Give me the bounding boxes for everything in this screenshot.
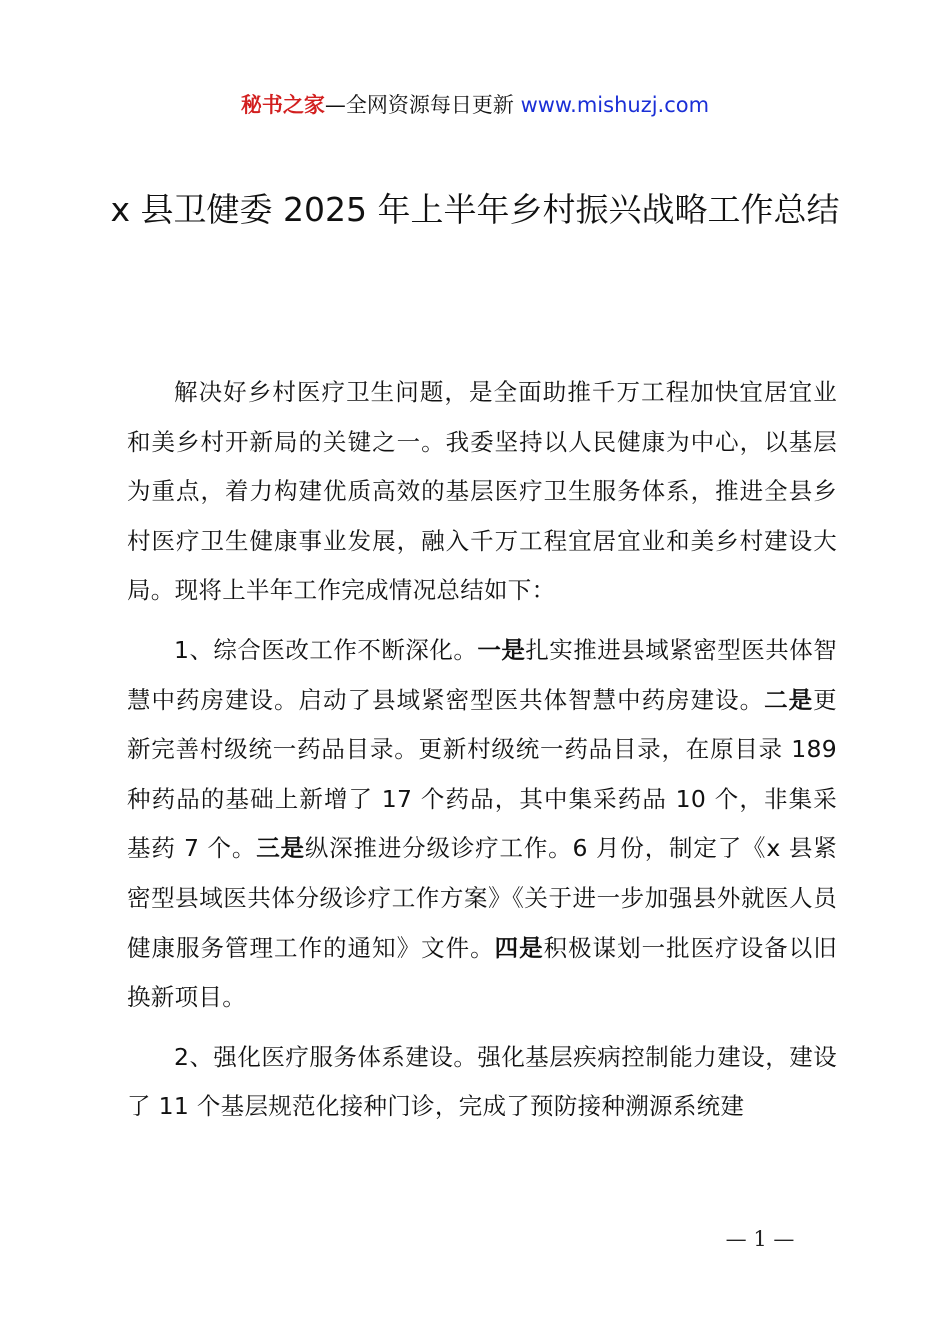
point-4-text: 积极谋划一批医疗设备以旧换新项目。 xyxy=(127,933,837,1012)
intro-paragraph: 解决好乡村医疗卫生问题，是全面助推千万工程加快宜居宜业和美乡村开新局的关键之一。我委坚持以人民健康为中心，以基层为重点，着力构建优质高效的基层医疗卫生服务体系，推进全县乡村医疗卫生健康事业发展，融入千万工程宜居宜业和美乡村建设大局。现将上半年工作完成情况总结如下： xyxy=(127,378,837,605)
page-number: — 1 — xyxy=(725,1227,795,1251)
point-4-lead: 四是 xyxy=(494,933,544,962)
section-1-heading: 1、综合医改工作不断深化。 xyxy=(174,635,478,664)
point-2-lead: 二是 xyxy=(764,685,814,714)
site-url-link[interactable]: www.mishuzj.com xyxy=(520,93,710,117)
point-3-lead: 三是 xyxy=(256,834,305,863)
document-title: x 县卫健委 2025 年上半年乡村振兴战略工作总结 xyxy=(110,190,840,229)
point-1-lead: 一是 xyxy=(477,635,526,664)
brand-name: 秘书之家 xyxy=(240,93,325,117)
section-1-paragraph xyxy=(127,626,837,1023)
document-body xyxy=(127,368,837,1142)
section-2-paragraph: 2、强化医疗服务体系建设。强化基层疾病控制能力建设，建设了 11 个基层规范化接种门诊，完成了预防接种溯源系统建 xyxy=(127,1042,837,1121)
point-1-text: 扎实推进县域紧密型医共体智慧中药房建设。启动了县域紧密型医共体智慧中药房建设。 xyxy=(127,635,837,714)
point-2-text: 更新完善村级统一药品目录。更新村级统一药品目录，在原目录 189 种药品的基础上新增了 17 个药品，其中集采药品 10 个，非集采基药 7 个。 xyxy=(127,685,837,863)
site-header xyxy=(0,88,950,122)
point-3-text: 纵深推进分级诊疗工作。6 月份，制定了《x 县紧密型县域医共体分级诊疗工作方案》《关于进一步加强县外就医人员健康服务管理工作的通知》文件。 xyxy=(127,834,838,962)
header-tagline: —全网资源每日更新 xyxy=(324,93,521,117)
